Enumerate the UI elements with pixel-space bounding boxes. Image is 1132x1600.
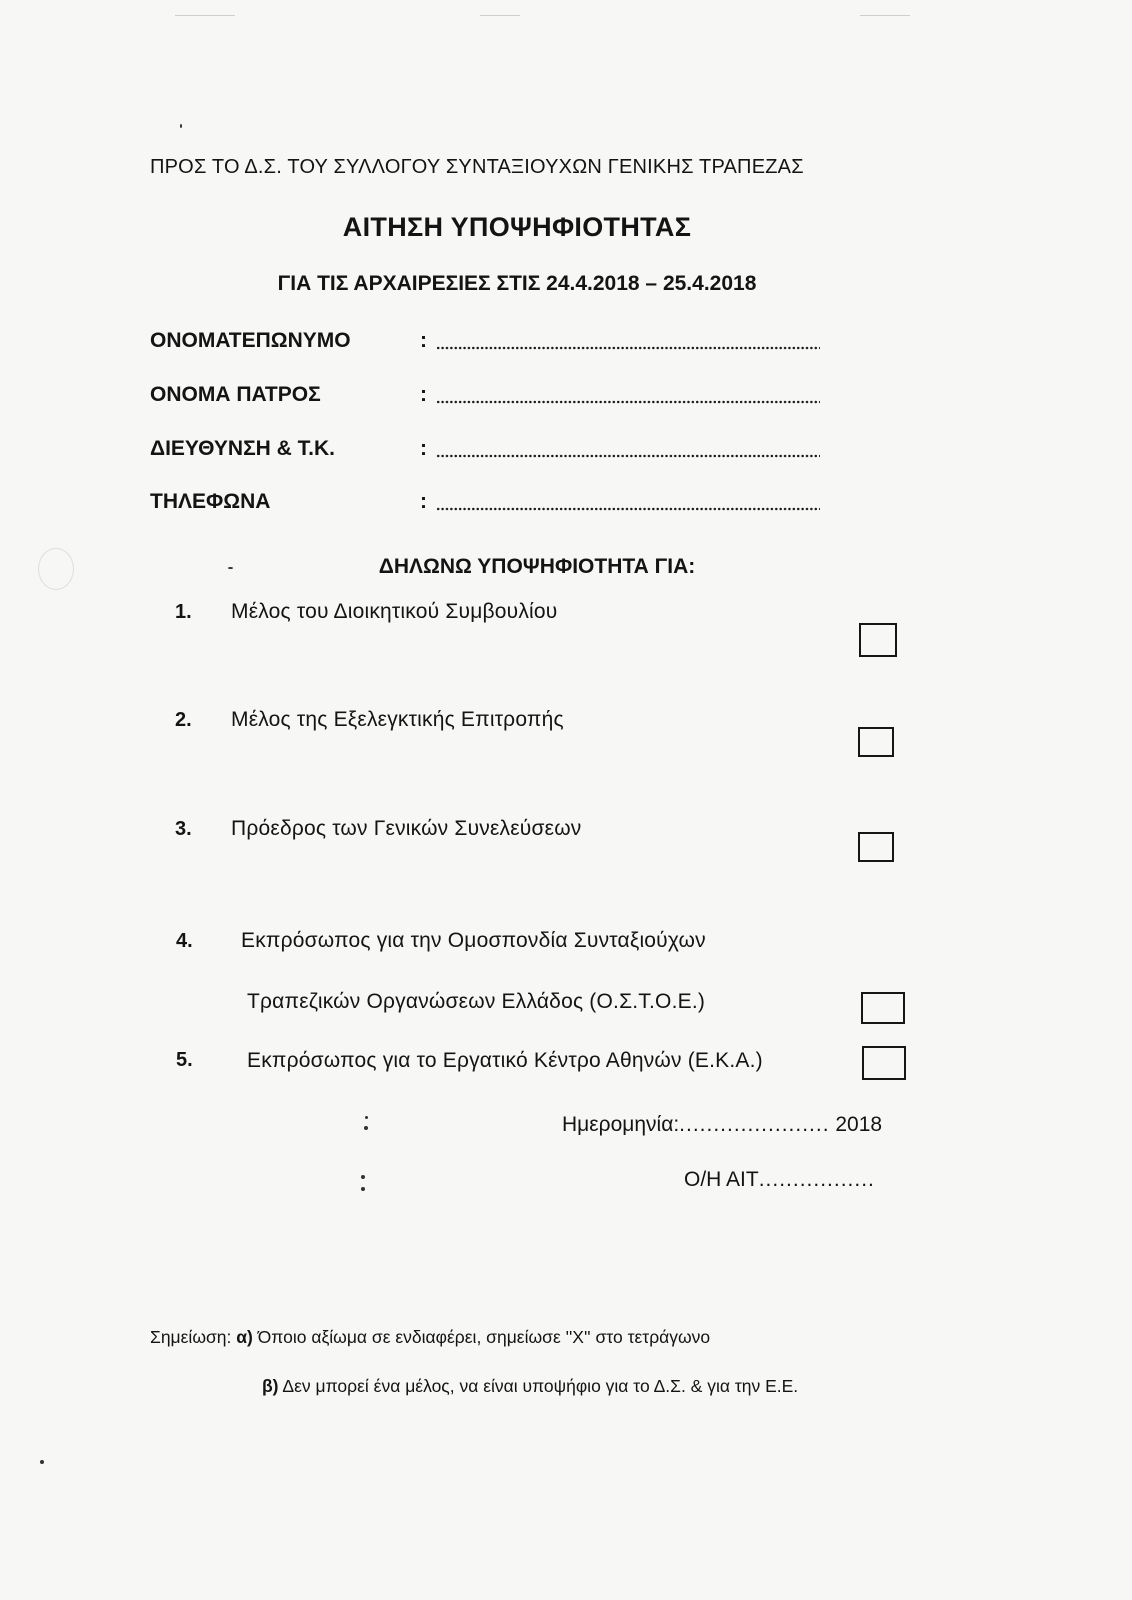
option-ostoe-representative-line2: Τραπεζικών Οργανώσεων Ελλάδος (Ο.Σ.Τ.Ο.Ε.) [247,990,706,1013]
option-number: 4. [176,930,193,952]
address-field[interactable] [436,454,820,458]
option-number: 2. [175,709,192,731]
checkbox-eka-representative[interactable] [862,1046,906,1080]
note-b-text: Δεν μπορεί ένα μέλος, να είναι υποψήφιο για το Δ.Σ. & για την Ε.Ε. [282,1376,799,1396]
field-colon: : [420,329,427,352]
scan-speck [361,1175,365,1179]
scan-mark [175,15,235,16]
scan-speck [361,1187,365,1191]
option-number: 5. [176,1049,193,1071]
date-label: Ημερομηνία: [562,1113,680,1136]
signature-dots: ................. [758,1168,875,1191]
addressee-line: ΠΡΟΣ ΤΟ Δ.Σ. ΤΟΥ ΣΥΛΛΟΓΟΥ ΣΥΝΤΑΞΙΟΥΧΩΝ ΓΕΝΙΚΗΣ ΤΡΑΠΕΖΑΣ [150,156,804,178]
option-number: 1. [175,601,192,623]
signature-label: Ο/Η ΑΙΤ [684,1168,759,1191]
scan-speck [180,124,182,128]
checkbox-assembly-president[interactable] [858,832,894,862]
fullname-label: ΟΝΟΜΑΤΕΠΩΝΥΜΟ [150,329,351,352]
field-colon: : [420,490,427,513]
checkbox-ostoe-representative[interactable] [861,992,905,1024]
signature-line[interactable] [684,1168,875,1192]
note-b-key: β) [262,1376,279,1396]
date-year: 2018 [835,1113,883,1136]
field-colon: : [420,437,427,460]
fullname-field[interactable] [436,346,820,350]
note-b [262,1376,798,1397]
scan-speck [364,1126,368,1130]
father-name-field[interactable] [436,400,820,404]
option-ostoe-representative: Εκπρόσωπος για την Ομοσπονδία Συνταξιούχων [241,929,706,952]
checkbox-board-member[interactable] [859,623,897,657]
date-dots: ...................... [679,1113,830,1136]
checkbox-audit-committee[interactable] [858,727,894,757]
note-a [150,1327,710,1348]
scan-speck [365,1116,368,1119]
option-eka-representative: Εκπρόσωπος για το Εργατικό Κέντρο Αθηνών (Ε.Κ.Α.) [247,1049,763,1072]
scan-speck [40,1460,44,1464]
phones-label: ΤΗΛΕΦΩΝΑ [150,490,271,513]
scan-mark [860,15,910,16]
form-title: ΑΙΤΗΣΗ ΥΠΟΨΗΦΙΟΤΗΤΑΣ [342,212,692,242]
father-name-label: ΟΝΟΜΑ ΠΑΤΡΟΣ [150,383,321,406]
note-a-key: α) [236,1327,253,1347]
note-a-text: Όποιο αξίωμα σε ενδιαφέρει, σημείωσε ''Χ'' στο τετράγωνο [257,1327,711,1347]
election-dates-subtitle: ΓΙΑ ΤΙΣ ΑΡΧΑΙΡΕΣΙΕΣ ΣΤΙΣ 24.4.2018 – 25.4.2018 [277,272,757,295]
option-board-member: Μέλος του Διοικητικού Συμβουλίου [231,600,558,623]
option-number: 3. [175,818,192,840]
address-label: ΔΙΕΥΘΥΝΣΗ & Τ.Κ. [150,437,336,460]
declaration-heading: ΔΗΛΩΝΩ ΥΠΟΨΗΦΙΟΤΗΤΑ ΓΙΑ: [378,555,696,578]
option-audit-committee: Μέλος της Εξελεγκτικής Επιτροπής [231,708,564,731]
date-line[interactable] [562,1113,882,1137]
field-colon: : [420,383,427,406]
phones-field[interactable] [436,507,820,511]
option-assembly-president: Πρόεδρος των Γενικών Συνελεύσεων [231,817,582,840]
scan-mark [480,15,520,16]
note-prefix: Σημείωση: [150,1327,232,1347]
